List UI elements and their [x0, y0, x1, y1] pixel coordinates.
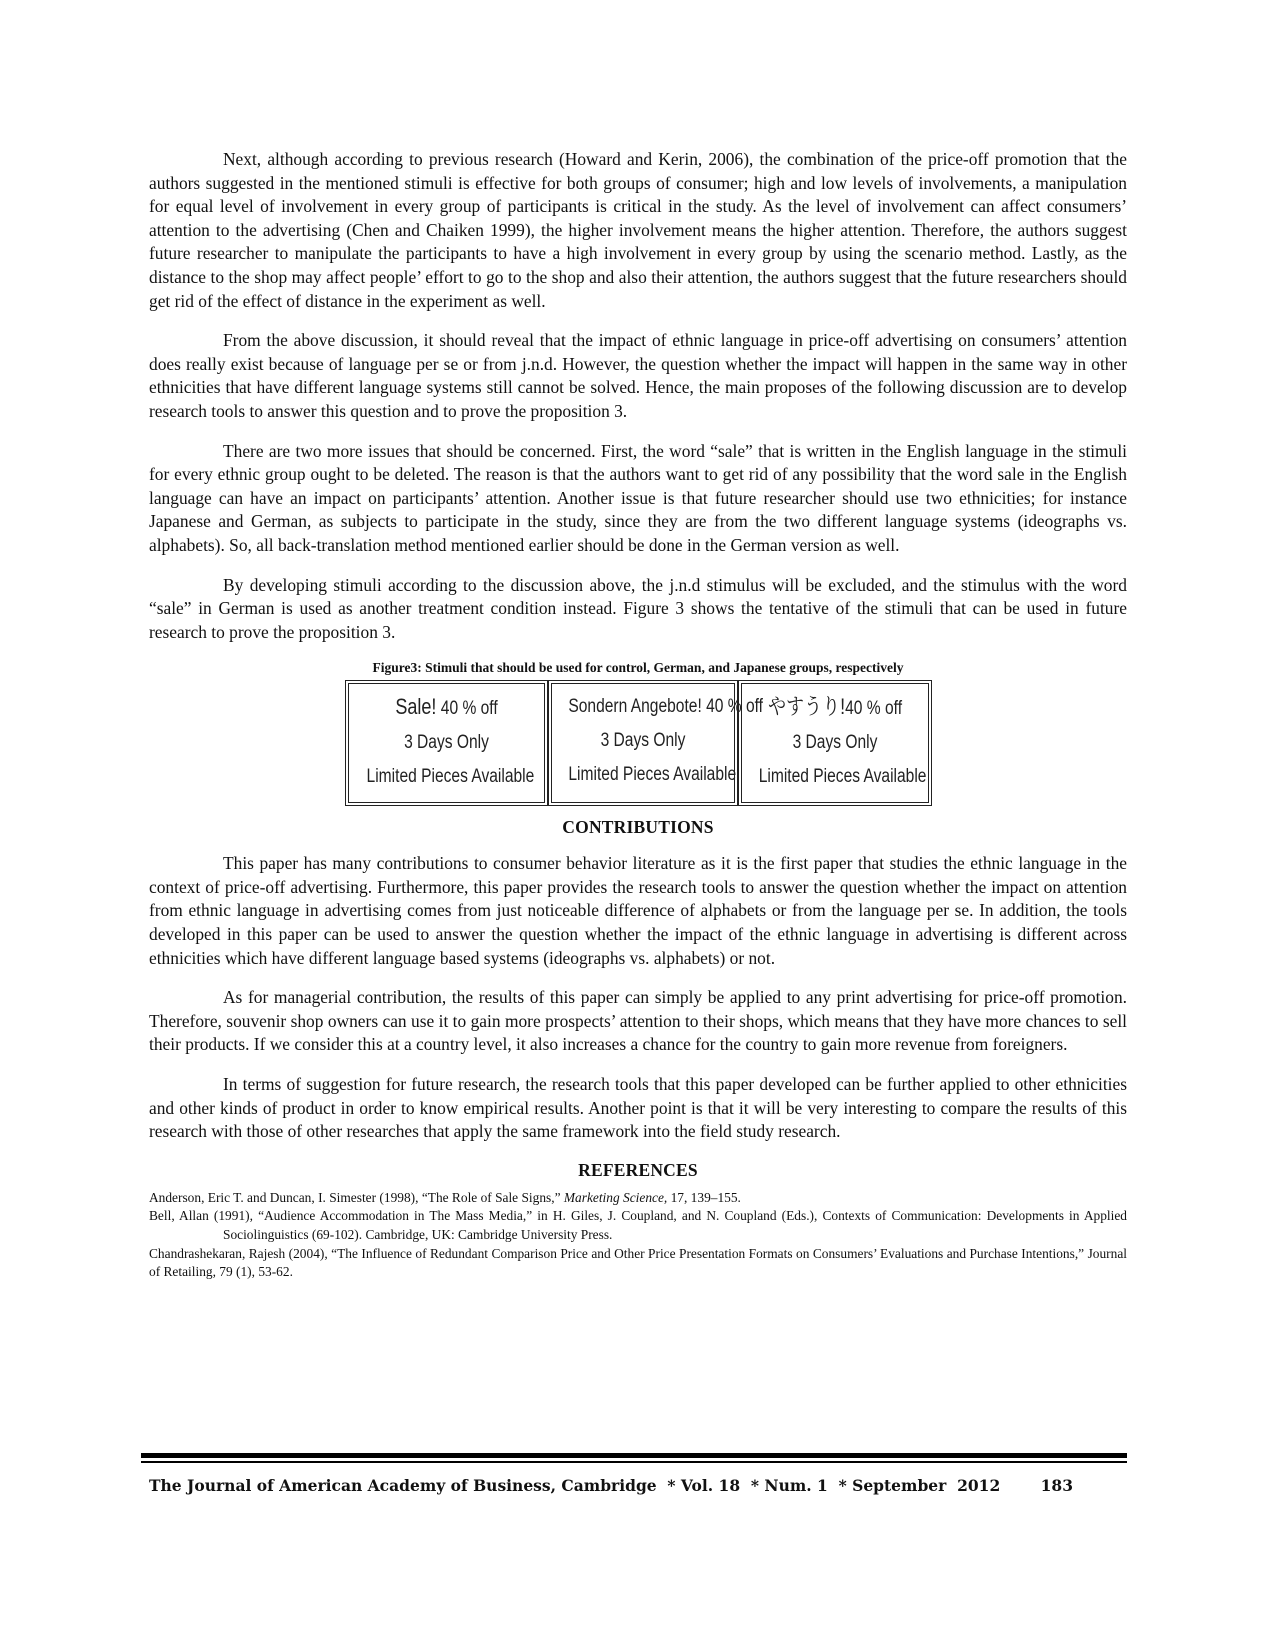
reference-item: Chandrashekaran, Rajesh (2004), “The Influence of Redundant Comparison Price and Other Price Presentation Formats on Consumers’ Evaluations and Purchase Intentions,” Journal of Retailing, 79 (1), 53-62.: [149, 1245, 1127, 1280]
stimulus-line: 3 Days Only: [403, 732, 489, 754]
stimulus-line: Limited Pieces Available: [567, 764, 736, 786]
section-heading-contributions: CONTRIBUTIONS: [562, 817, 714, 838]
stimulus-line: 3 Days Only: [792, 732, 877, 754]
stimulus-line: Limited Pieces Available: [366, 766, 534, 788]
body-paragraph: In terms of suggestion for future research, the research tools that this paper developed can be further applied to other ethnicities and other kinds of product in order to know empirical results. Another point is that it will be very interesting to compare the results of this research with those of other researches that apply the same framework into the field study research.: [149, 1074, 1127, 1142]
body-paragraph: Next, although according to previous research (Howard and Kerin, 2006), the combination of the price-off promotion that the authors suggested in the mentioned stimuli is effective for both groups of consumer; high and low levels of involvements, a manipulation for equal level of involvement in every group of participants is critical in the study. As the level of involvement can affect consumers’ attention to the advertising (Chen and Chaiken 1999), the higher involvement means the higher attention. Therefore, the authors suggest future researcher to manipulate the participants to have a high involvement in every group by using the scenario method. Lastly, as the distance to the shop may affect people’ effort to go to the shop and also their attention, the authors suggest that the future researchers should get rid of the effect of distance in the experiment as well.: [149, 149, 1127, 311]
figure-caption: Figure3: Stimuli that should be used for control, German, and Japanese groups, respectively: [372, 660, 904, 676]
stimulus-box-control: [348, 683, 545, 803]
body-paragraph: By developing stimuli according to the discussion above, the j.n.d stimulus will be excluded, and the stimulus with the word “sale” in German is used as another treatment condition instead. Figure 3 shows the tentative of the stimuli that can be used in future research to prove the proposition 3.: [149, 574, 1127, 642]
page-number: 183: [1040, 1476, 1073, 1495]
journal-citation: The Journal of American Academy of Business, Cambridge * Vol. 18 * Num. 1 * September 2012: [149, 1476, 1001, 1495]
stimulus-line: 3 Days Only: [600, 730, 685, 752]
figure-stimuli: [149, 683, 1127, 803]
stimulus-box-german: [551, 683, 763, 803]
footer-rule-thick: [141, 1453, 1127, 1458]
body-paragraph: This paper has many contributions to consumer behavior literature as it is the first paper that studies the ethnic language in the context of price-off advertising. Furthermore, this paper provides the research tools to answer the question whether the impact on attention from ethnic language in advertising comes from just noticeable difference of alphabets or from the language per se. In addition, the tools developed in this paper can be used to answer the question whether the impact of the ethnic language in advertising is different across ethnicities which have different language based systems (ideographs vs. alphabets) or not.: [149, 853, 1127, 968]
footer-rule-thin: [141, 1461, 1127, 1463]
body-paragraph: From the above discussion, it should reveal that the impact of ethnic language in price-off advertising on consumers’ attention does really exist because of language per se or from j.n.d. However, the question whether the impact will happen in the same way in other ethnicities that have different language systems still cannot be solved. Hence, the main proposes of the following discussion are to develop research tools to answer this question and to prove the proposition 3.: [149, 330, 1127, 421]
page-footer: [149, 1476, 1073, 1495]
body-paragraph: As for managerial contribution, the results of this paper can simply be applied to any print advertising for price-off promotion. Therefore, souvenir shop owners can use it to gain more prospects’ attention to their shops, which means that they have more chances to sell their products. If we consider this at a country level, it also increases a chance for the country to gain more revenue from foreigners.: [149, 987, 1127, 1055]
stimulus-headline: Sondern Angebote! 40 % off: [567, 696, 763, 718]
stimulus-line: Limited Pieces Available: [758, 766, 926, 788]
body-paragraph: There are two more issues that should be concerned. First, the word “sale” that is written in the English language in the stimuli for every ethnic group ought to be deleted. The reason is that the authors want to get rid of any possibility that the word sale in the English language can have an impact on participants’ attention. Another issue is that future researcher should use two ethnicities; for instance Japanese and German, as subjects to participate in the study, since they are from the two different language systems (ideographs vs. alphabets). So, all back-translation method mentioned earlier should be done in the German version as well.: [149, 440, 1127, 555]
stimulus-headline: Sale! 40 % off: [394, 694, 498, 720]
section-heading-references: REFERENCES: [578, 1159, 698, 1180]
page-body: [149, 148, 1127, 1282]
reference-list: [149, 1189, 1127, 1282]
stimulus-headline: やすうり!40 % off: [767, 694, 902, 720]
reference-item: Bell, Allan (1991), “Audience Accommodation in The Mass Media,” in H. Giles, J. Coupland, and N. Coupland (Eds.), Contexts of Communication: Developments in Applied Sociolinguistics (69-102). Cambridge, UK: Cambridge University Press.: [149, 1208, 1127, 1242]
stimulus-box-japanese: [741, 683, 929, 803]
reference-item: Anderson, Eric T. and Duncan, I. Simester (1998), “The Role of Sale Signs,” Marketing Science, 17, 139–155.: [149, 1189, 741, 1205]
